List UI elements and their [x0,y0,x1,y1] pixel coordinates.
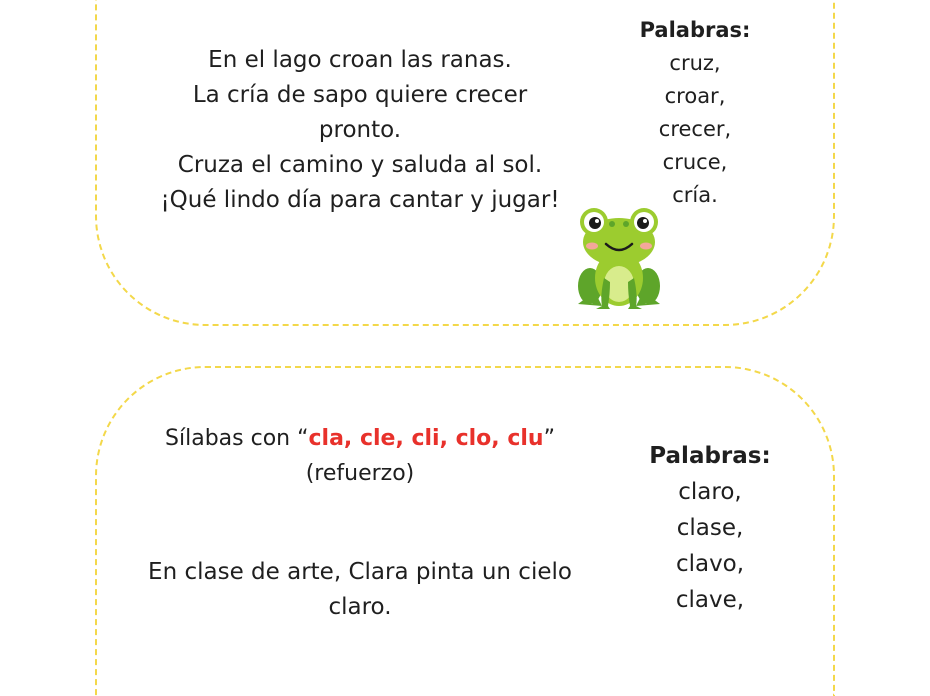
word-item: cruce, [662,150,728,174]
sentence-line: La cría de sapo quiere crecer [192,82,528,108]
word-item: cruz, [669,51,721,75]
word-list-title: Palabras: [639,18,751,42]
sentence-line: Cruza el camino y saluda al sol. [177,152,543,178]
frog-icon [574,206,664,314]
top-sentences [150,43,570,218]
syllables-line [150,421,570,456]
syllables-prefix: Sílabas con “ [165,426,309,451]
word-item: clavo, [675,551,745,577]
word-item: crecer, [658,117,732,141]
word-item: croar, [664,84,726,108]
bottom-sentences [145,555,575,625]
syllables-heading [150,421,570,491]
top-word-list [630,14,760,212]
word-item: claro, [678,479,742,505]
word-list-title: Palabras: [649,443,771,469]
sentence-line: En el lago croan las ranas. [208,47,512,73]
word-item: clase, [676,515,744,541]
sentence-line: pronto. [318,117,402,143]
syllables-highlight: cla, cle, cli, clo, clu [308,426,544,451]
syllables-suffix: ” [543,426,555,451]
sentence-line: ¡Qué lindo día para cantar y jugar! [160,187,560,213]
word-item: cría. [672,183,718,207]
word-item: clave, [675,587,745,613]
bottom-word-list [640,438,780,618]
syllables-note: (refuerzo) [305,461,415,486]
sentence-line: En clase de arte, Clara pinta un cielo [148,559,572,585]
sentence-line: claro. [328,594,392,620]
